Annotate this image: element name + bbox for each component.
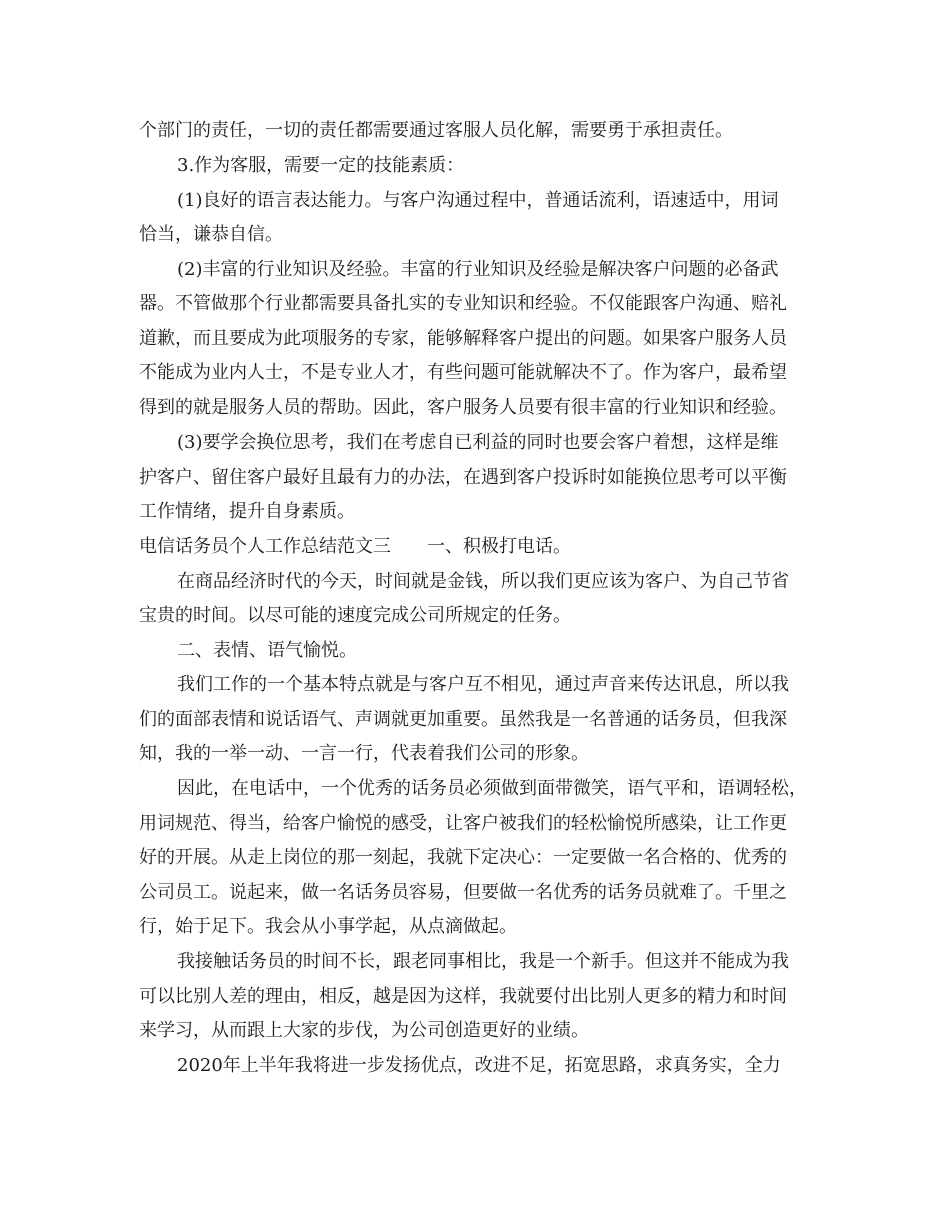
text-line: 3.作为客服，需要一定的技能素质： [177, 155, 465, 176]
text-line: 工作情绪，提升自身素质。 [139, 501, 355, 522]
text-line: 器。不管做那个行业都需要具备扎实的专业知识和经验。不仅能跟客户沟通、赔礼 [139, 293, 787, 314]
text-line: 宝贵的时间。以尽可能的速度完成公司所规定的任务。 [139, 605, 571, 626]
subheading: 二、表情、语气愉悦。 [177, 640, 357, 661]
section-heading: 电信话务员个人工作总结范文三 一、积极打电话。 [139, 536, 571, 557]
text-line: (2)丰富的行业知识及经验。丰富的行业知识及经验是解决客户问题的必备武 [177, 259, 779, 280]
text-line: 我们工作的一个基本特点就是与客户互不相见，通过声音来传达讯息，所以我 [177, 674, 789, 695]
text-line: 知，我的一举一动、一言一行，代表着我们公司的形象。 [139, 743, 589, 764]
text-line: 得到的就是服务人员的帮助。因此，客户服务人员要有很丰富的行业知识和经验。 [139, 397, 787, 418]
text-line: 我接触话务员的时间不长，跟老同事相比，我是一个新手。但这并不能成为我 [177, 951, 789, 972]
text-line: 不能成为业内人士，不是专业人才，有些问题可能就解决不了。作为客户，最希望 [139, 362, 787, 383]
text-line: (1)良好的语言表达能力。与客户沟通过程中，普通话流利，语速适中，用词 [177, 190, 779, 211]
text-line: 道歉，而且要成为此项服务的专家，能够解释客户提出的问题。如果客户服务人员 [139, 328, 787, 349]
text-line: 行，始于足下。我会从小事学起，从点滴做起。 [139, 916, 517, 937]
text-line: 护客户、留住客户最好且最有力的办法，在遇到客户投诉时如能换位思考可以平衡 [139, 467, 787, 488]
text-line: 可以比别人差的理由，相反，越是因为这样，我就要付出比别人更多的精力和时间 [139, 986, 787, 1007]
text-line: 好的开展。从走上岗位的那一刻起，我就下定决心：一定要做一名合格的、优秀的 [139, 847, 787, 868]
text-line: 在商品经济时代的今天，时间就是金钱，所以我们更应该为客户、为自己节省 [177, 571, 789, 592]
text-line: 公司员工。说起来，做一名话务员容易，但要做一名优秀的话务员就难了。千里之 [139, 882, 787, 903]
text-line: 来学习，从而跟上大家的步伐，为公司创造更好的业绩。 [139, 1020, 589, 1041]
text-line: 恰当，谦恭自信。 [139, 224, 283, 245]
text-line: 用词规范、得当，给客户愉悦的感受，让客户被我们的轻松愉悦所感染，让工作更 [139, 813, 787, 834]
text-line: (3)要学会换位思考，我们在考虑自已利益的同时也要会客户着想，这样是维 [177, 432, 779, 453]
text-line: 因此，在电话中，一个优秀的话务员必须做到面带微笑，语气平和，语调轻松， [177, 778, 807, 799]
text-line: 个部门的责任，一切的责任都需要通过客服人员化解，需要勇于承担责任。 [139, 120, 733, 141]
text-line: 2020年上半年我将进一步发扬优点，改进不足，拓宽思路，求真务实，全力 [177, 1055, 781, 1076]
text-line: 们的面部表情和说话语气、声调就更加重要。虽然我是一名普通的话务员，但我深 [139, 709, 787, 730]
